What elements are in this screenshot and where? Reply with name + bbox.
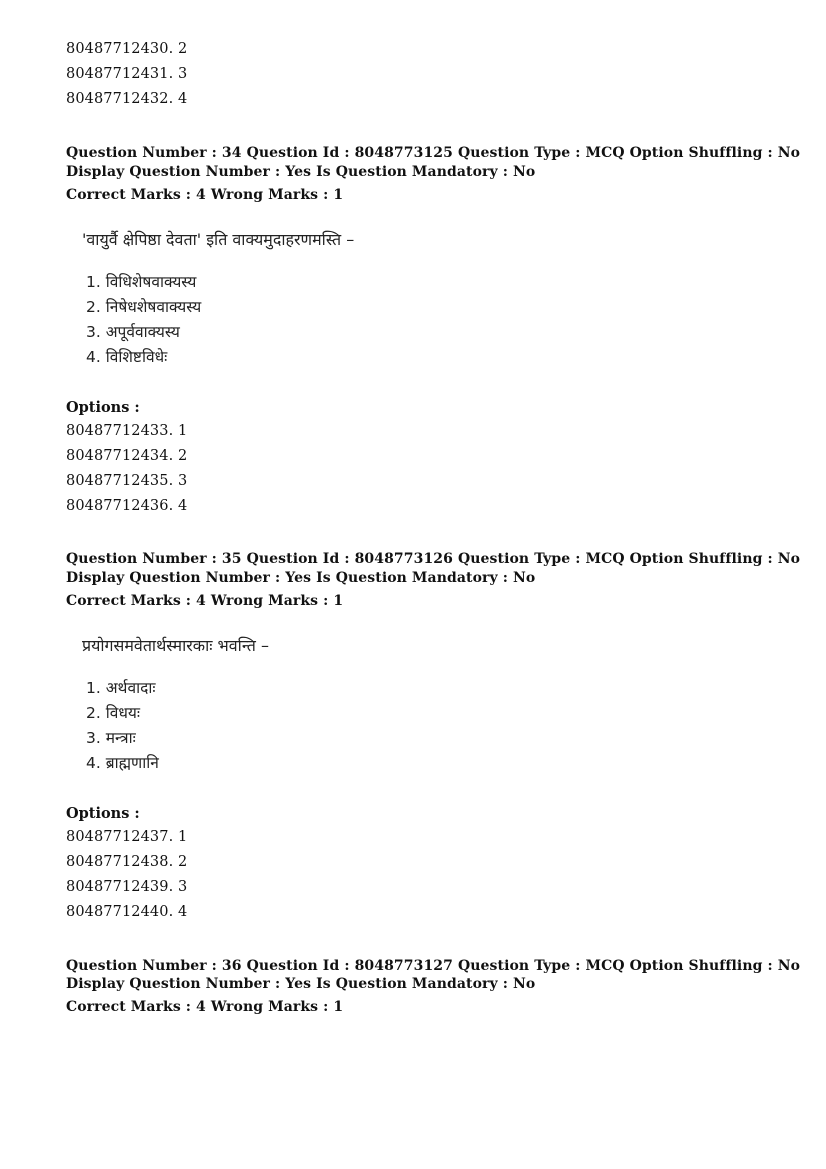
option-item: 80487712434. 2: [66, 448, 188, 464]
answer-choice: 4. विशिष्टविधेः: [86, 348, 168, 366]
options-label: Options :: [66, 399, 140, 416]
option-item: 80487712432. 4: [66, 91, 188, 107]
answer-choice: 1. अर्थवादाः: [86, 679, 156, 697]
option-item: 80487712430. 2: [66, 41, 188, 57]
option-item: 80487712437. 1: [66, 829, 188, 845]
question-marks-line: Correct Marks : 4 Wrong Marks : 1: [66, 187, 344, 203]
question-stem: प्रयोगसमवेतार्थस्मारकाः भवन्ति –: [82, 636, 269, 655]
answer-choice: 3. मन्त्राः: [86, 729, 136, 747]
answer-choice: 2. निषेधशेषवाक्यस्य: [86, 298, 202, 316]
answer-choice: 3. अपूर्ववाक्यस्य: [86, 323, 180, 341]
question-header-line: Display Question Number : Yes Is Question Mandatory : No: [66, 164, 536, 180]
option-item: 80487712433. 1: [66, 423, 188, 439]
question-marks-line: Correct Marks : 4 Wrong Marks : 1: [66, 593, 344, 609]
option-item: 80487712435. 3: [66, 473, 188, 489]
option-item: 80487712438. 2: [66, 854, 188, 870]
answer-choice: 4. ब्राह्मणानि: [86, 754, 159, 772]
question-header-line: Question Number : 34 Question Id : 8048773125 Question Type : MCQ Option Shuffling : No: [66, 145, 801, 161]
question-header-line: Question Number : 36 Question Id : 8048773127 Question Type : MCQ Option Shuffling : No: [66, 958, 801, 974]
question-header-line: Display Question Number : Yes Is Question Mandatory : No: [66, 976, 536, 992]
option-item: 80487712440. 4: [66, 904, 188, 920]
option-item: 80487712439. 3: [66, 879, 188, 895]
option-item: 80487712431. 3: [66, 66, 188, 82]
option-item: 80487712436. 4: [66, 498, 188, 514]
question-header-line: Question Number : 35 Question Id : 8048773126 Question Type : MCQ Option Shuffling : No: [66, 551, 801, 567]
question-header-line: Display Question Number : Yes Is Question Mandatory : No: [66, 570, 536, 586]
question-stem: 'वायुर्वै क्षेपिष्ठा देवता' इति वाक्यमुदाहरणमस्ति –: [82, 230, 355, 249]
options-label: Options :: [66, 805, 140, 822]
question-marks-line: Correct Marks : 4 Wrong Marks : 1: [66, 999, 344, 1015]
answer-choice: 1. विधिशेषवाक्यस्य: [86, 273, 197, 291]
answer-choice: 2. विधयः: [86, 704, 141, 722]
